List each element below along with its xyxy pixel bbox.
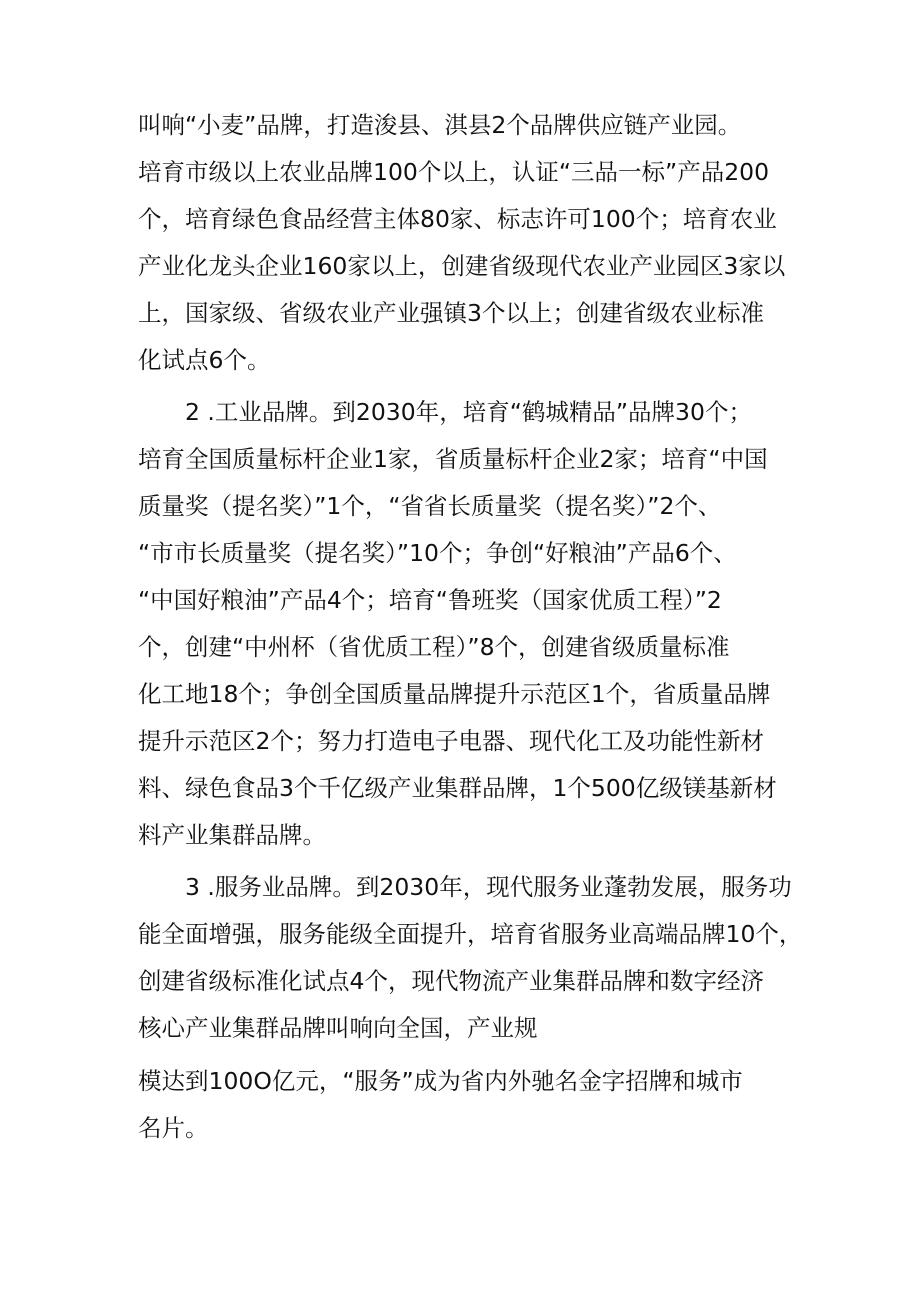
paragraph-line: “中国好粮油”产品4个；培育“鲁班奖（国家优质工程）”2 (138, 586, 722, 614)
paragraph-line: 核心产业集群品牌叫响向全国，产业规 (138, 1014, 538, 1042)
paragraph-line: 化试点6个。 (138, 346, 271, 374)
paragraph-line: 个，创建“中州杯（省优质工程）”8个，创建省级质量标准 (138, 633, 730, 661)
paragraph-line: 料、绿色食品3个千亿级产业集群品牌，1个500亿级镁基新材 (138, 774, 777, 802)
paragraph-line: 产业化龙头企业160家以上，创建省级现代农业产业园区3家以 (138, 252, 786, 280)
paragraph-line: 叫响“小麦”品牌，打造浚县、淇县2个品牌供应链产业园。 (138, 111, 742, 139)
paragraph-line: 培育市级以上农业品牌100个以上，认证“三品一标”产品200 (138, 158, 770, 186)
paragraph-line: 培育全国质量标杆企业1家，省质量标杆企业2家；培育“中国 (138, 445, 768, 473)
paragraph-line: 料产业集群品牌。 (138, 821, 326, 849)
paragraph-line: 上，国家级、省级农业产业强镇3个以上；创建省级农业标准 (138, 299, 764, 327)
paragraph-line: 个，培育绿色食品经营主体80家、标志许可100个；培育农业 (138, 205, 777, 233)
paragraph-line: 质量奖（提名奖）”1个，“省省长质量奖（提名奖）”2个、 (138, 492, 722, 520)
paragraph-line: 化工地18个；争创全国质量品牌提升示范区1个，省质量品牌 (138, 680, 771, 708)
section-heading-service: 3 .服务业品牌。到2030年，现代服务业蓬勃发展，服务功 (185, 873, 792, 901)
paragraph-line: 名片。 (138, 1114, 209, 1142)
paragraph-line: 能全面增强，服务能级全面提升，培育省服务业高端品牌10个， (138, 920, 803, 948)
paragraph-line: 模达到100O亿元，“服务”成为省内外驰名金字招牌和城市 (138, 1067, 743, 1095)
paragraph-line: “市市长质量奖（提名奖）”10个；争创“好粮油”产品6个、 (138, 539, 737, 567)
paragraph-line: 创建省级标准化试点4个，现代物流产业集群品牌和数字经济 (138, 967, 764, 995)
paragraph-line: 提升示范区2个；努力打造电子电器、现代化工及功能性新材 (138, 727, 764, 755)
section-heading-industrial: 2 .工业品牌。到2030年，培育“鹤城精品”品牌30个； (185, 398, 752, 426)
